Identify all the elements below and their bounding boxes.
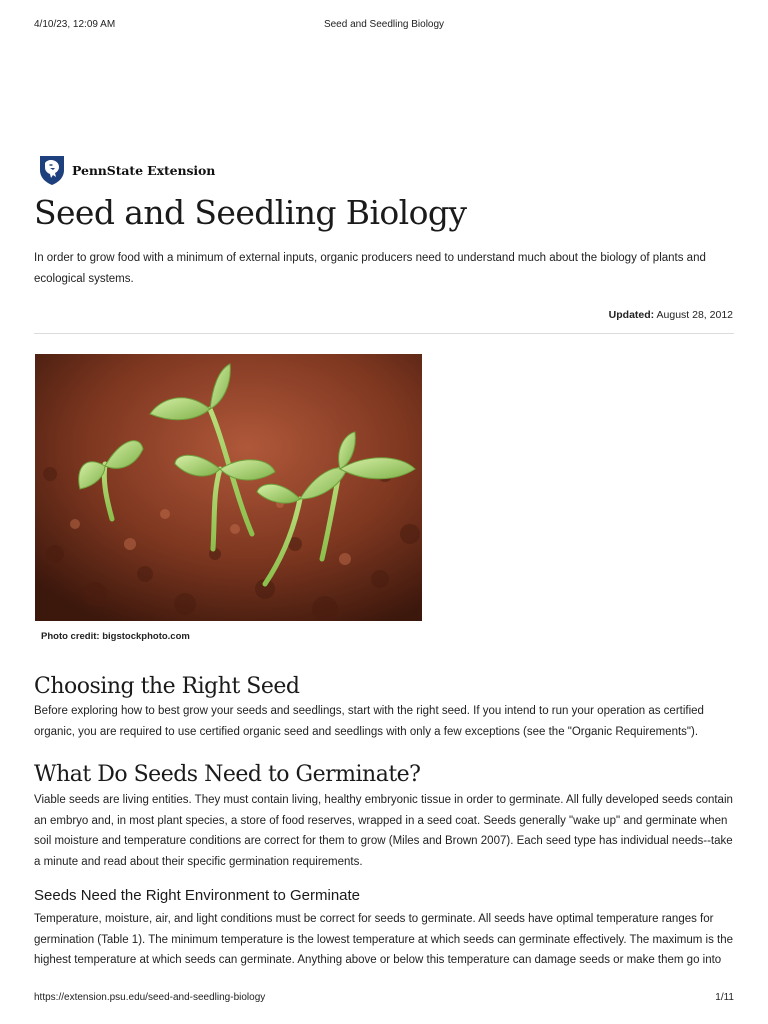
pennstate-extension-logo[interactable] (38, 153, 215, 187)
page-title: Seed and Seedling Biology (34, 193, 467, 232)
section-body: Viable seeds are living entities. They must contain living, healthy embryonic tissue in order to germinate. All fully developed seeds contain an embryo and, in most plant species, a store of food reserves, wrapped in a seed coat. Seeds generally "wake up" and germinate when soil moisture and temperature conditions are correct for them to grow (Miles and Brown 2007). Each seed type has individual needs--take a minute and read about their specific germination requirements. (34, 794, 733, 868)
photo-credit: Photo credit: bigstockphoto.com (41, 631, 190, 642)
page-number: 1/11 (715, 992, 734, 1003)
section-heading: Choosing the Right Seed (34, 674, 300, 699)
section-body: Before exploring how to best grow your seeds and seedlings, start with the right seed. If you intend to run your operation as certified organic, you are required to use certified organic seed and seedlings with only a few exceptions (see the "Organic Requirements"). (34, 705, 704, 738)
hero-image (35, 354, 422, 621)
section-body: Temperature, moisture, air, and light conditions must be correct for seeds to germinate. All seeds have optimal temperature ranges for germination (Table 1). The minimum temperature is the lowest temperature at which seeds can germinate effectively. The maximum is the highest temperature at which seeds can germinate. Anything above or below this temperature can damage seeds or make them go into (34, 913, 734, 966)
page-url: https://extension.psu.edu/seed-and-seedling-biology (34, 992, 266, 1003)
updated-date (609, 309, 733, 321)
section-heading: What Do Seeds Need to Germinate? (34, 762, 421, 787)
nittany-lion-shield-icon (38, 154, 66, 186)
print-footer (34, 992, 734, 1006)
logo-text: PennState Extension (72, 162, 216, 178)
print-datetime: 4/10/23, 12:09 AM (34, 19, 116, 30)
intro-text: In order to grow food with a minimum of external inputs, organic producers need to understand much about the biology of plants and ecological systems. (34, 252, 706, 285)
divider (34, 333, 734, 334)
subsection-heading: Seeds Need the Right Environment to Germinate (34, 887, 361, 904)
updated-value: August 28, 2012 (656, 309, 733, 321)
print-title: Seed and Seedling Biology (323, 19, 445, 30)
seedlings-in-soil-image (35, 354, 422, 621)
updated-label: Updated: (608, 309, 655, 321)
print-header (34, 19, 734, 33)
